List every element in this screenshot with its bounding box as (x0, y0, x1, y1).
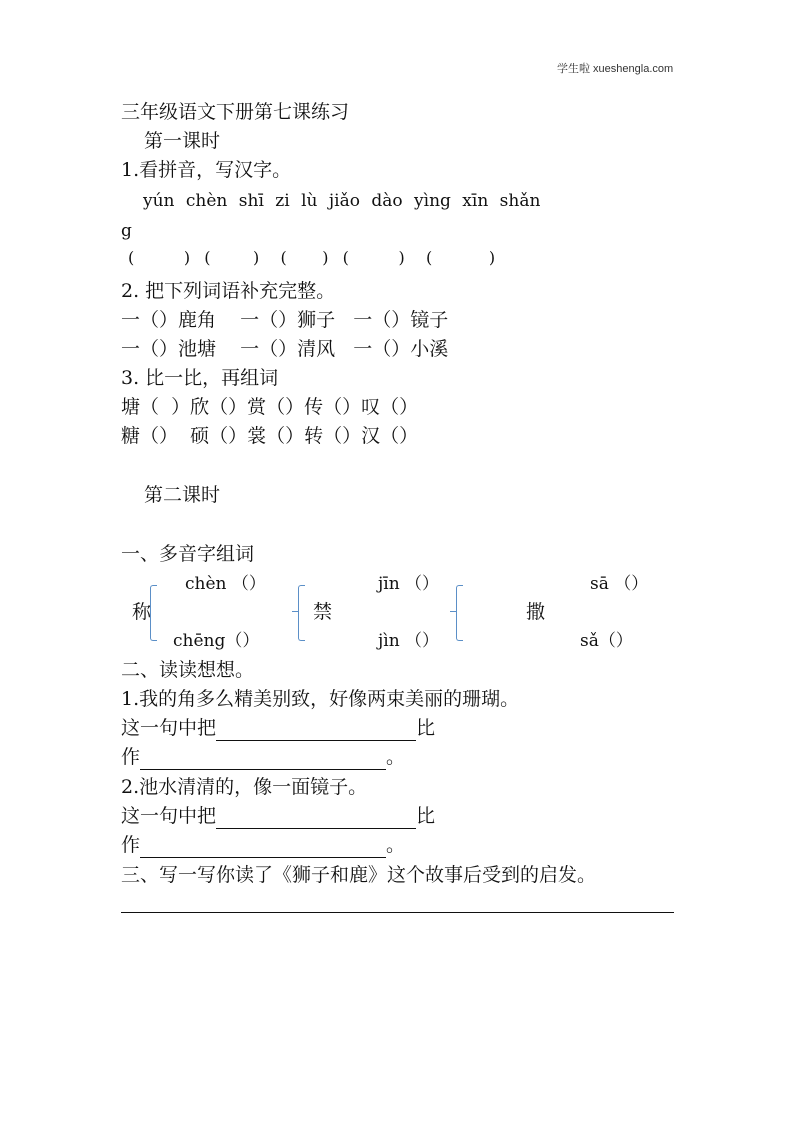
s2-item1: 1.我的角多么精美别致，好像两束美丽的珊瑚。 (121, 688, 520, 710)
answer-blank-2b[interactable] (140, 837, 386, 858)
lesson2-heading: 第二课时 (144, 484, 221, 506)
q1-pinyin-wrap: g (121, 221, 132, 241)
page-title: 三年级语文下册第七课练习 (121, 101, 350, 123)
polyphone-3-char: 撒 (526, 601, 546, 623)
q1-title: 1.看拼音，写汉字。 (121, 159, 292, 181)
polyphone-1-char: 称 (132, 601, 152, 623)
s3-title: 三、写一写你读了《狮子和鹿》这个故事后受到的启发。 (121, 864, 597, 886)
polyphone-2-bottom: jìn （） (378, 631, 440, 651)
end-text: 。 (386, 834, 406, 856)
q2-title: 2. 把下列词语补充完整。 (121, 280, 336, 302)
answer-blank-1a[interactable] (216, 720, 416, 741)
brace-1 (150, 585, 157, 641)
end-text: 。 (386, 746, 406, 768)
q1-pinyin-line: yún chèn shī zi lù jiǎo dào yìng xīn shǎn (143, 191, 541, 211)
brace-2 (298, 585, 305, 641)
polyphone-3-top: sā （） (590, 574, 649, 594)
lesson1-heading: 第一课时 (144, 130, 221, 152)
zuo-text: 作 (121, 834, 141, 856)
q3-title: 3. 比一比，再组词 (121, 367, 279, 389)
q2-row1: 一（）鹿角 一（）狮子 一（）镜子 (121, 309, 449, 331)
lead-text: 这一句中把 (121, 805, 217, 827)
s2-item2: 2.池水清清的，像一面镜子。 (121, 776, 368, 798)
watermark: 学生啦 xueshengla.com (557, 63, 674, 75)
compare-text: 比 (416, 717, 436, 739)
brace-3 (456, 585, 463, 641)
q3-row2: 糖（） 硕（）裳（）转（）汉（） (121, 425, 419, 447)
answer-blank-2a[interactable] (216, 808, 416, 829)
compare-text: 比 (416, 805, 436, 827)
lead-text: 这一句中把 (121, 717, 217, 739)
brace-2-tick (292, 611, 298, 612)
polyphone-3-bottom: sǎ（） (580, 631, 633, 651)
brace-3-tick (450, 611, 456, 612)
q2-row2: 一（）池塘 一（）清风 一（）小溪 (121, 338, 449, 360)
s2-item1-answer-row2 (121, 744, 405, 770)
zuo-text: 作 (121, 746, 141, 768)
q1-paren-line: ( ) ( ) ( ) ( ) ( ) (128, 248, 496, 267)
polyphone-1-top: chèn （） (185, 574, 266, 594)
polyphone-2-top: jīn （） (378, 574, 440, 594)
s2-item2-answer-row1 (121, 803, 435, 829)
polyphone-2-char: 禁 (313, 601, 333, 623)
s2-item1-answer-row1 (121, 715, 435, 741)
q3-row1: 塘（ ）欣（）赏（）传（）叹（） (121, 396, 419, 418)
s2-item2-answer-row2 (121, 832, 405, 858)
s3-answer-line[interactable] (121, 912, 674, 913)
s1-title: 一、多音字组词 (121, 543, 255, 565)
answer-blank-1b[interactable] (140, 749, 386, 770)
polyphone-1-bottom: chēng（） (173, 631, 260, 651)
s2-title: 二、读读想想。 (121, 659, 255, 681)
